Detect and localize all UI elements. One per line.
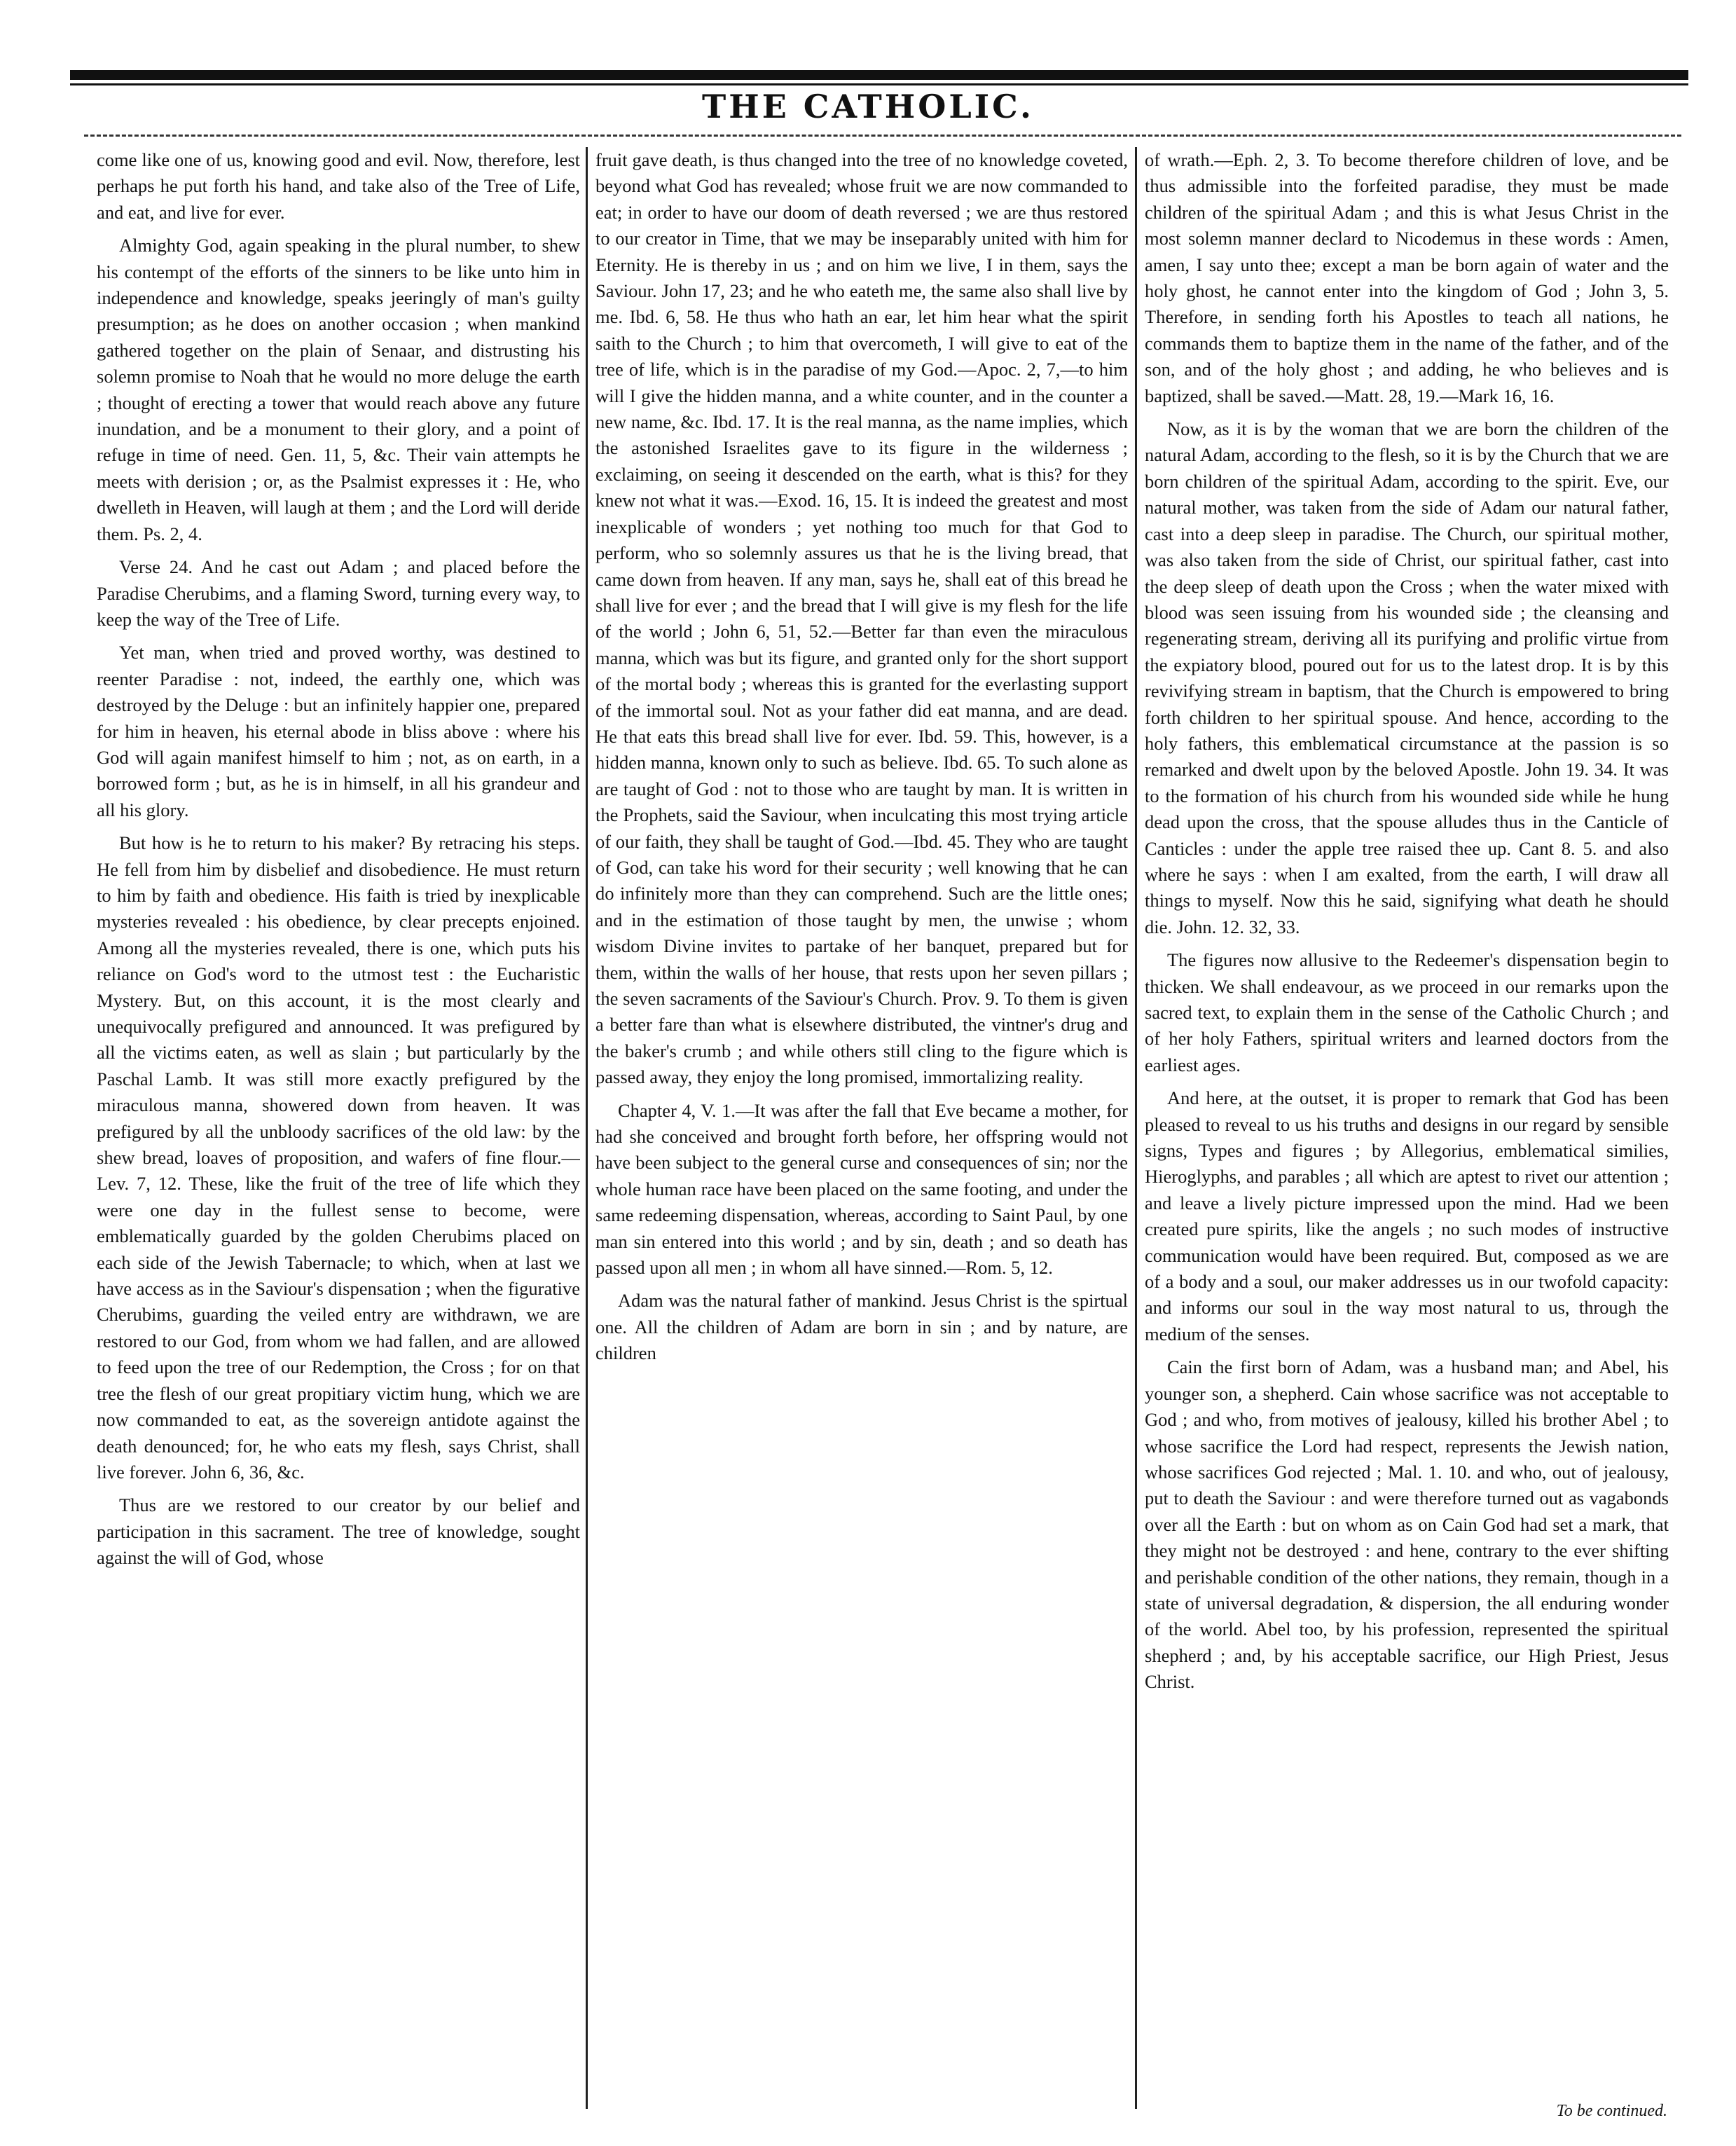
text-column-3 — [1145, 147, 1669, 2123]
continued-note: To be continued. — [1556, 2102, 1667, 2120]
paragraph: come like one of us, knowing good and evil. Now, therefore, lest perhaps he put forth his hand, and take also of the Tree of Life, and eat, and live for ever. — [97, 149, 580, 223]
column-divider-2 — [1135, 147, 1137, 2109]
paragraph: Adam was the natural father of mankind. Jesus Christ is the spirtual one. All the children of Adam are born in sin ; and by nature, are children — [595, 1290, 1128, 1364]
top-rule-thin — [70, 83, 1688, 85]
paragraph: The figures now allusive to the Redeemer's dispensation begin to thicken. We shall endeavour, as we proceed in our remarks upon the sacred text, to explain them in the sense of the Catholic Church ; and of her holy Fathers, spiritual writers and learned doctors from the earliest ages. — [1145, 949, 1669, 1075]
text-column-1 — [97, 147, 580, 2123]
column-divider-1 — [586, 147, 588, 2109]
paragraph: of wrath.—Eph. 2, 3. To become therefore children of love, and be thus admissible into the forfeited paradise, they must be made children of the spiritual Adam ; and this is what Jesus Christ in the most solemn manner declard to Nicodemus in these words : Amen, amen, I say unto thee; except a man be born again of water and the holy ghost, he cannot enter into the kingdom of God ; John 3, 5. Therefore, in sending forth his Apostles to teach all nations, he commands them to baptize them in the name of the father, and of the son, and of the holy ghost ; and adding, he who believes and is baptized, shall be saved.—Matt. 28, 19.—Mark 16, 16. — [1145, 149, 1669, 406]
paragraph: And here, at the outset, it is proper to remark that God has been pleased to reveal to us his truths and designs in our regard by sensible signs, Types and figures ; by Allegorius, emblematical similies, Hieroglyphs, and parables ; all which are aptest to rivet our attention ; and leave a lively picture impressed upon the mind. Had we been created pure spirits, like the angels ; no such modes of instructive communication would have been required. But, composed as we are of a body and a soul, our maker addresses us in our twofold capacity: and informs our soul in the way most natural to us, through the medium of the senses. — [1145, 1087, 1669, 1344]
paragraph: But how is he to return to his maker? By retracing his steps. He fell from him by disbelief and disobedience. He must return to him by faith and obedience. His faith is tried by inexplicable mysteries revealed : his obedience, by clear precepts enjoined. Among all the mysteries revealed, there is one, which puts his reliance on God's word to the utmost test : the Eucharistic Mystery. But, on this account, it is the most clearly and unequivocally prefigured and announced. It was prefigured by all the victims eaten, as well as slain ; but particularly by the Paschal Lamb. It was still more exactly prefigured by the miraculous manna, showered down from heaven. It was prefigured by all the unbloody sacrifices of the old law: by the shew bread, loaves of proposition, and wafers of fine flour.—Lev. 7, 12. These, like the fruit of the tree of life which they were one day in the fullest sense to become, were emblematically guarded by the golden Cherubims placed on each side of the Jewish Tabernacle; to which, when at last we have access as in the Saviour's dispensation ; when the figurative Cherubims, guarding the veiled entry are withdrawn, we are restored to our God, from whom we had fallen, and are allowed to feed upon the tree of our Redemption, the Cross ; for on that tree the flesh of our great propitiary victim hung, which we are now commanded to eat, as the sovereign antidote against the death denounced; for, he who eats my flesh, says Christ, shall live forever. John 6, 36, &c. — [97, 832, 580, 1483]
paragraph: fruit gave death, is thus changed into the tree of no knowledge coveted, beyond what God has revealed; whose fruit we are now commanded to eat; in order to have our doom of death reversed ; we are thus restored to our creator in Time, that we may be inseparably united with him for Eternity. He is thereby in us ; and on him we live, I in them, says the Saviour. John 17, 23; and he who eateth me, the same also shall live by me. Ibd. 6, 58. He thus who hath an ear, let him hear what the spirit saith to the Church ; to him that overcometh, I will give to eat of the tree of life, which is in the paradise of my God.—Apoc. 2, 7,—to him will I give the hidden manna, and a white counter, and in the counter a new name, &c. Ibd. 17. It is the real manna, as the name implies, which the astonished Israelites gave to its figure in the wilderness ; exclaiming, on seeing it descended on the earth, what is this? for they knew not what it was.—Exod. 16, 15. It is indeed the greatest and most inexplicable of wonders ; yet nothing too much for that God to perform, who so solemnly assures us that he is the living bread, that came down from heaven. If any man, says he, shall eat of this bread he shall live for ever ; and the bread that I will give is my flesh for the life of the world ; John 6, 51, 52.—Better far than even the miraculous manna, which was but its figure, and granted only for the short support of the mortal body ; whereas this is granted for the everlasting support of the immortal soul. Not as your father did eat manna, and are dead. He that eats this bread shall live for ever. Ibd. 59. This, however, is a hidden manna, known only to such as believe. Ibd. 65. To such alone as are taught of God : not to those who are taught by man. It is written in the Prophets, said the Saviour, when inculcating this most trying article of our faith, they shall be taught of God.—Ibd. 45. They who are taught of God, can take his word for their security ; well knowing that he can do infinitely more than they can comprehend. Such are the little ones; and in the estimation of those taught by men, the unwise ; whom wisdom Divine invites to partake of her banquet, prepared but for them, within the walls of her house, that rests upon her seven pillars ; the seven sacraments of the Saviour's Church. Prov. 9. To them is given a better fare than what is elsewhere distributed, the vintner's drug and the baker's crumb ; and while others still cling to the figure which is passed away, they enjoy the long promised, immortalizing reality. — [595, 149, 1128, 1088]
paragraph: Thus are we restored to our creator by our belief and participation in this sacrament. The tree of knowledge, sought against the will of God, whose — [97, 1494, 580, 1569]
paragraph: Verse 24. And he cast out Adam ; and placed before the Paradise Cherubims, and a flaming Sword, turning every way, to keep the way of the Tree of Life. — [97, 556, 580, 630]
paragraph: Almighty God, again speaking in the plural number, to shew his contempt of the efforts of the sinners to be like unto him in independence and knowledge, speaks jeeringly of man's guilty presumption; as he does on another occasion ; when mankind gathered together on the plain of Senaar, and distrusting his solemn promise to Noah that he would no more deluge the earth ; thought of erecting a tower that would reach above any future inundation, and be a monument to their glory, and a point of refuge in time of need. Gen. 11, 5, &c. Their vain attempts he meets with derision ; or, as the Psalmist expresses it : He, who dwelleth in Heaven, will laugh at them ; and the Lord will deride them. Ps. 2, 4. — [97, 235, 580, 544]
text-column-2 — [595, 147, 1128, 2123]
masthead-title: THE CATHOLIC. — [702, 88, 1034, 125]
masthead-underline — [84, 135, 1681, 137]
paragraph: Cain the first born of Adam, was a husband man; and Abel, his younger son, a shepherd. Cain whose sacrifice was not acceptable to God ; and who, from motives of jealousy, killed his brother Abel ; to whose sacrifice the Lord had respect, represents the Jewish nation, whose sacrifices God rejected ; Mal. 1. 10. and who, out of jealousy, put to death the Saviour : and were therefore turned out as vagabonds over all the Earth : but on whom as on Cain God had set a mark, that they might not be destroyed : and hene, contrary to the ever shifting and perishable condition of the other nations, they remain, though in a state of universal degradation, & dispersion, the all enduring wonder of the world. Abel too, by his profession, represented the spiritual shepherd ; and, by his acceptable sacrifice, our High Priest, Jesus Christ. — [1145, 1356, 1669, 1693]
paragraph: Chapter 4, V. 1.—It was after the fall that Eve became a mother, for had she conceived and brought forth before, her offspring would not have been subject to the general curse and consequences of sin; nor the whole human race have been placed on the same footing, and under the same redeeming dispensation, whereas, according to Saint Paul, by one man sin entered into this world ; and by sin, death ; and so death has passed upon all men ; in whom all have sinned.—Rom. 5, 12. — [595, 1099, 1128, 1279]
paragraph: Yet man, when tried and proved worthy, was destined to reenter Paradise : not, indeed, the earthly one, which was destroyed by the Deluge : but an infinitely happier one, prepared for him in heaven, his eternal abode in bliss above : where his God will again manifest himself to him ; not, as on earth, in a borrowed form ; but, as he is in himself, in all his grandeur and all his glory. — [97, 642, 580, 820]
paragraph: Now, as it is by the woman that we are born the children of the natural Adam, according to the flesh, so it is by the Church that we are born children of the spiritual Adam, according to the spirit. Eve, our natural mother, was taken from the side of Adam our natural father, cast into a deep sleep in paradise. The Church, our spiritual mother, was also taken from the side of Christ, our spiritual father, cast into the deep sleep of death upon the Cross ; when the water mixed with blood was seen issuing from his wounded side ; the cleansing and regenerating stream, deriving all its purifying and prolific virtue from the expiatory blood, poured out for us to the latest drop. It is by this revivifying stream in baptism, that the Church is empowered to bring forth children to her spiritual spouse. And hence, according to the holy fathers, this emblematical circumstance at the passion is so remarked and dwelt upon by the beloved Apostle. John 19. 34. It was to the formation of his church from his wounded side while he hung dead upon the cross, that the spouse alludes thus in the Canticle of Canticles : under the apple tree raised thee up. Cant 8. 5. and also where he says : when I am exalted, from the earth, I will draw all things to myself. Now this he said, signifying what death he should die. John. 12. 32, 33. — [1145, 418, 1669, 937]
top-rule-thick — [70, 70, 1688, 80]
